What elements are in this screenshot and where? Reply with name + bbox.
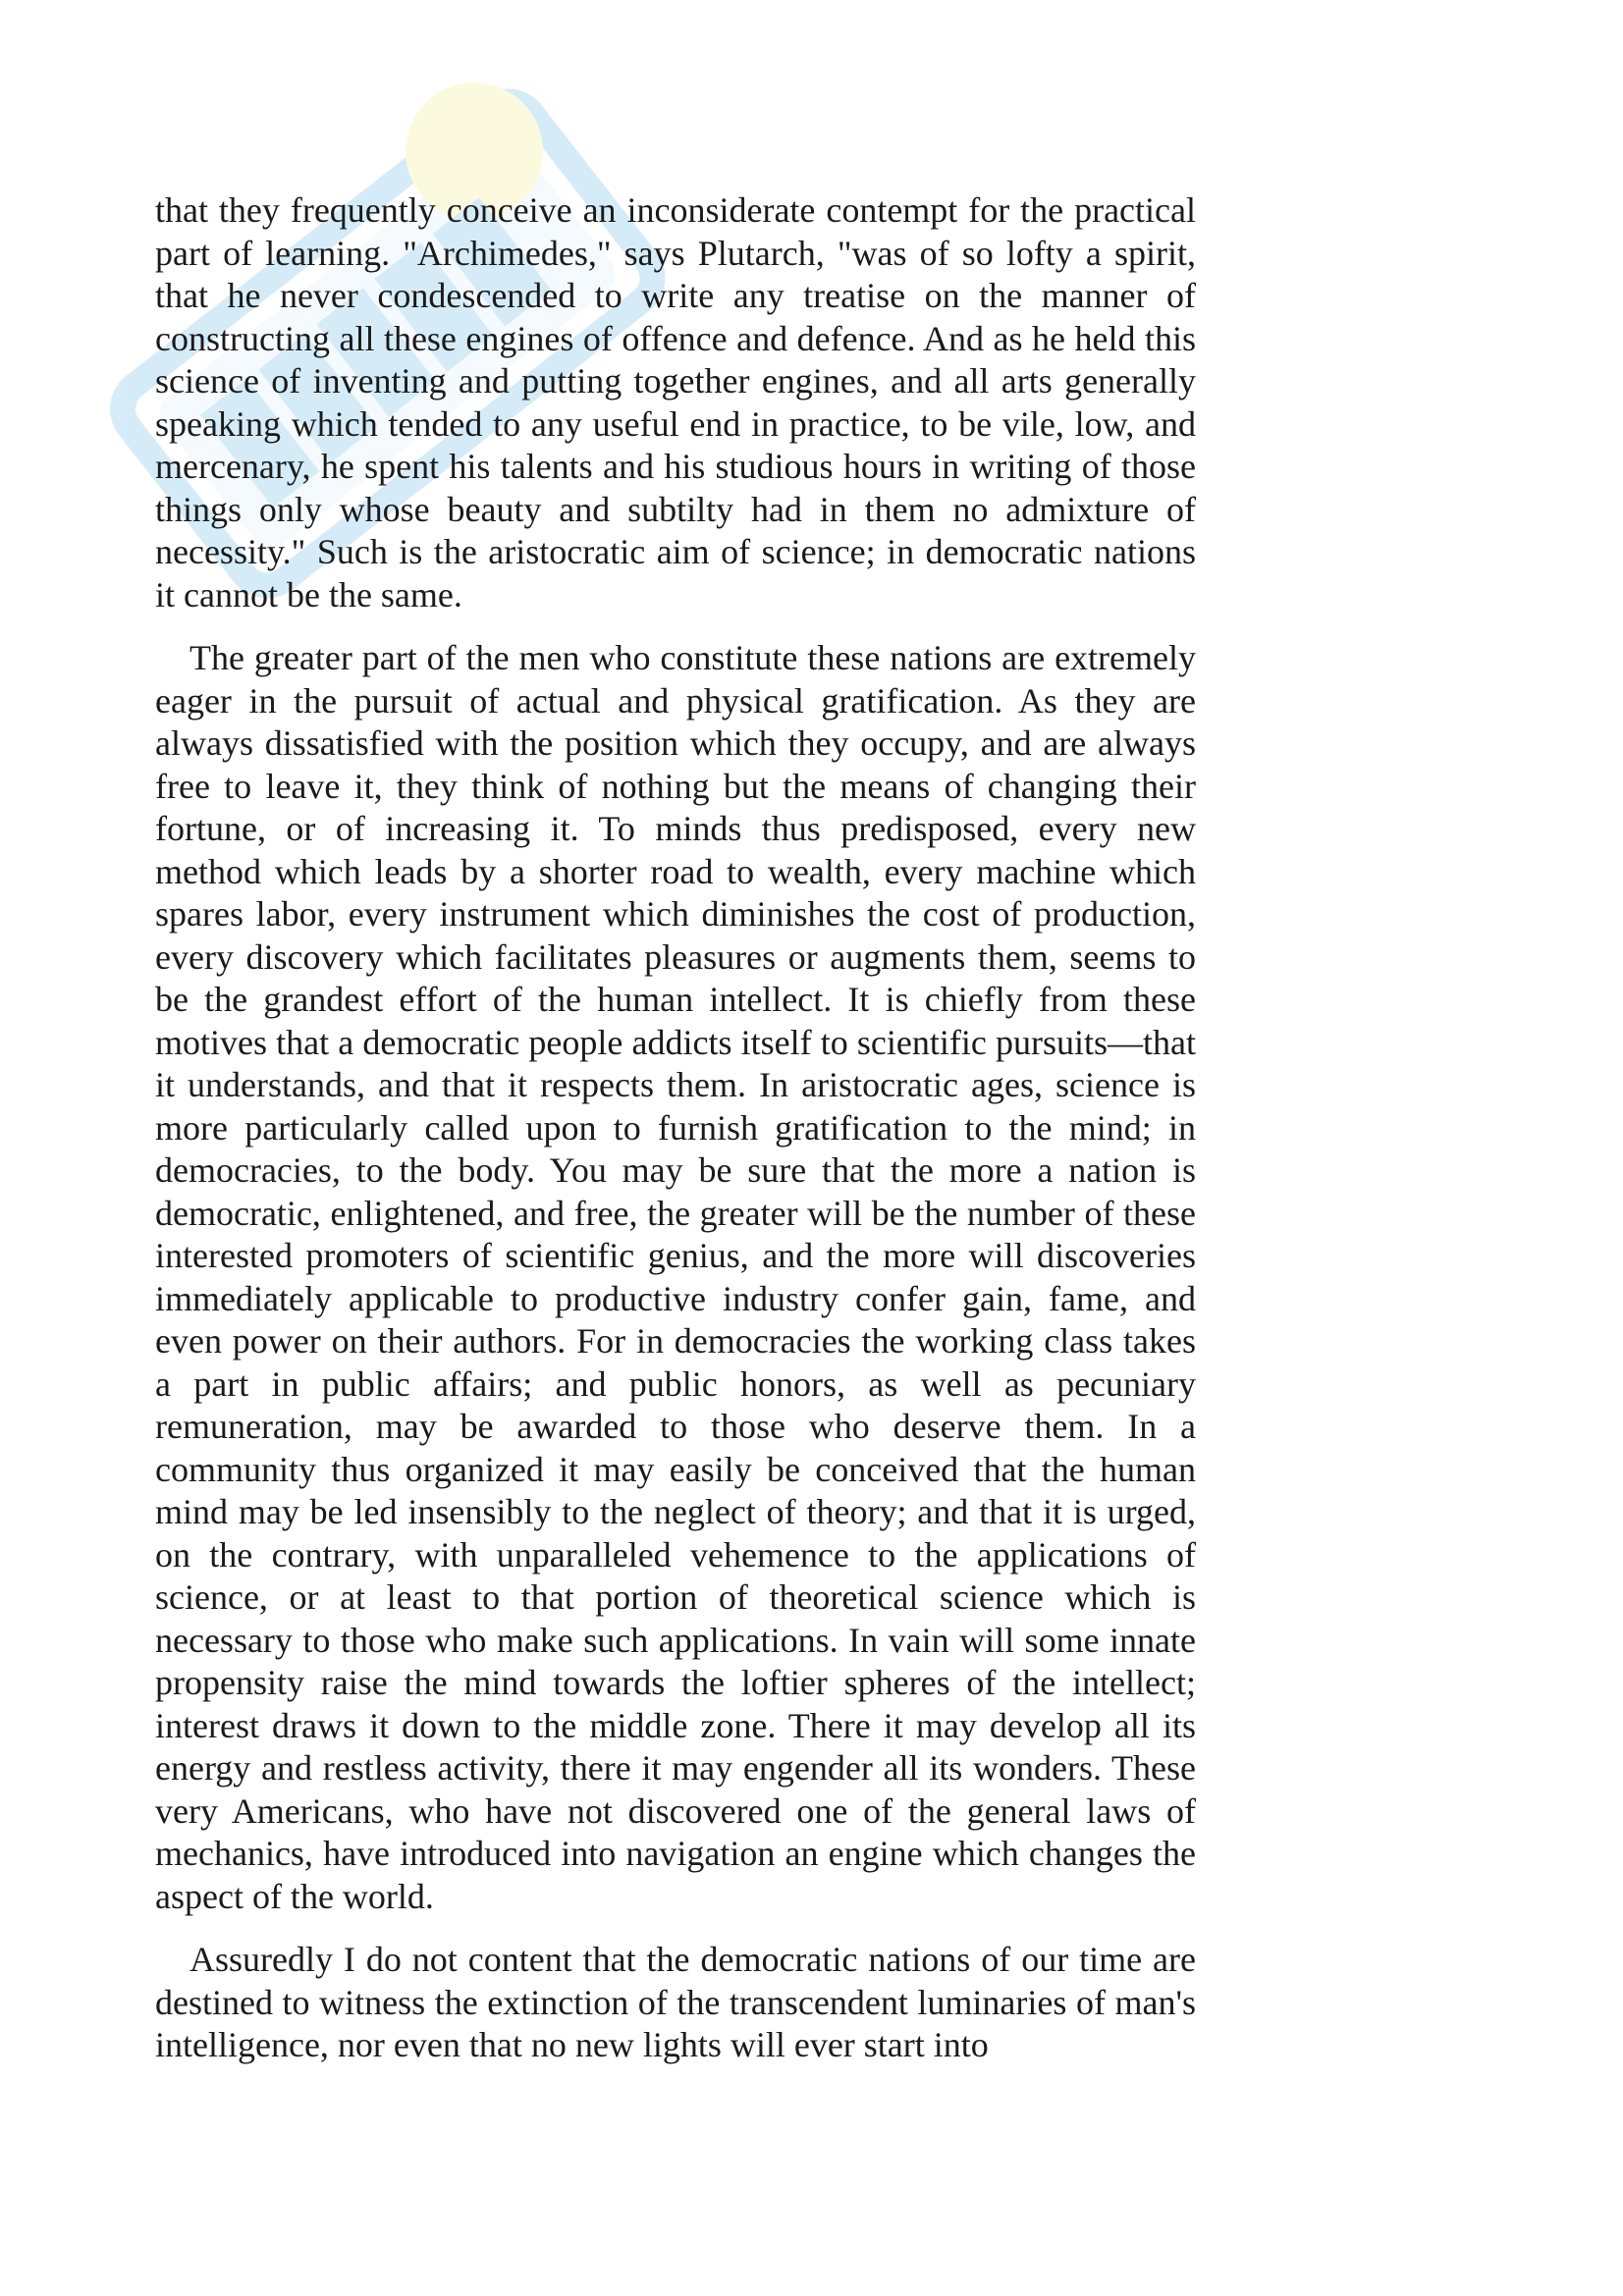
paragraph-assuredly: Assuredly I do not content that the democratic nations of our time are destined to witness the extinction of the transcendent luminaries of man's intelligence, nor even that no new lights will ever start into	[155, 1940, 1196, 2064]
paragraph-democratic-nations: The greater part of the men who constitute these nations are extremely eager in the pursuit of actual and physical gratification. As they are always dissatisfied with the position which they occupy, and are always free to leave it, they think of nothing but the means of changing their fortune, or of increasing it. To minds thus predisposed, every new method which leads by a shorter road to wealth, every machine which spares labor, every instrument which diminishes the cost of production, every discovery which facilitates pleasures or augments them, seems to be the grandest effort of the human intellect. It is chiefly from these motives that a democratic people addicts itself to scientific pursuits—that it understands, and that it respects them. In aristocratic ages, science is more particularly called upon to furnish gratification to the mind; in democracies, to the body. You may be sure that the more a nation is democratic, enlightened, and free, the greater will be the number of these interested promoters of scientific genius, and the more will discoveries immediately applicable to productive industry confer gain, fame, and even power on their authors. For in democracies the working class takes a part in public affairs; and public honors, as well as pecuniary remuneration, may be awarded to those who deserve them. In a community thus organized it may easily be conceived that the human mind may be led insensibly to the neglect of theory; and that it is urged, on the contrary, with unparalleled vehemence to the applications of science, or at least to that portion of theoretical science which is necessary to those who make such applications. In vain will some innate propensity raise the mind towards the loftier spheres of the intellect; interest draws it down to the middle zone. There it may develop all its energy and restless activity, there it may engender all its wonders. These very Americans, who have not discovered one of the general laws of mechanics, have introduced into navigation an engine which changes the aspect of the world.	[155, 638, 1196, 1916]
paragraph-continuation: that they frequently conceive an inconsiderate contempt for the practical part of learning. "Archimedes," says Plutarch, "was of so lofty a spirit, that he never condescended to write any treatise on the manner of constructing all these engines of offence and defence. And as he held this science of inventing and putting together engines, and all arts generally speaking which tended to any useful end in practice, to be vile, low, and mercenary, he spent his talents and his studious hours in writing of those things only whose beauty and subtilty had in them no admixture of necessity." Such is the aristocratic aim of science; in democratic nations it cannot be the same.	[155, 190, 1196, 614]
book-text-column	[155, 189, 1196, 2067]
